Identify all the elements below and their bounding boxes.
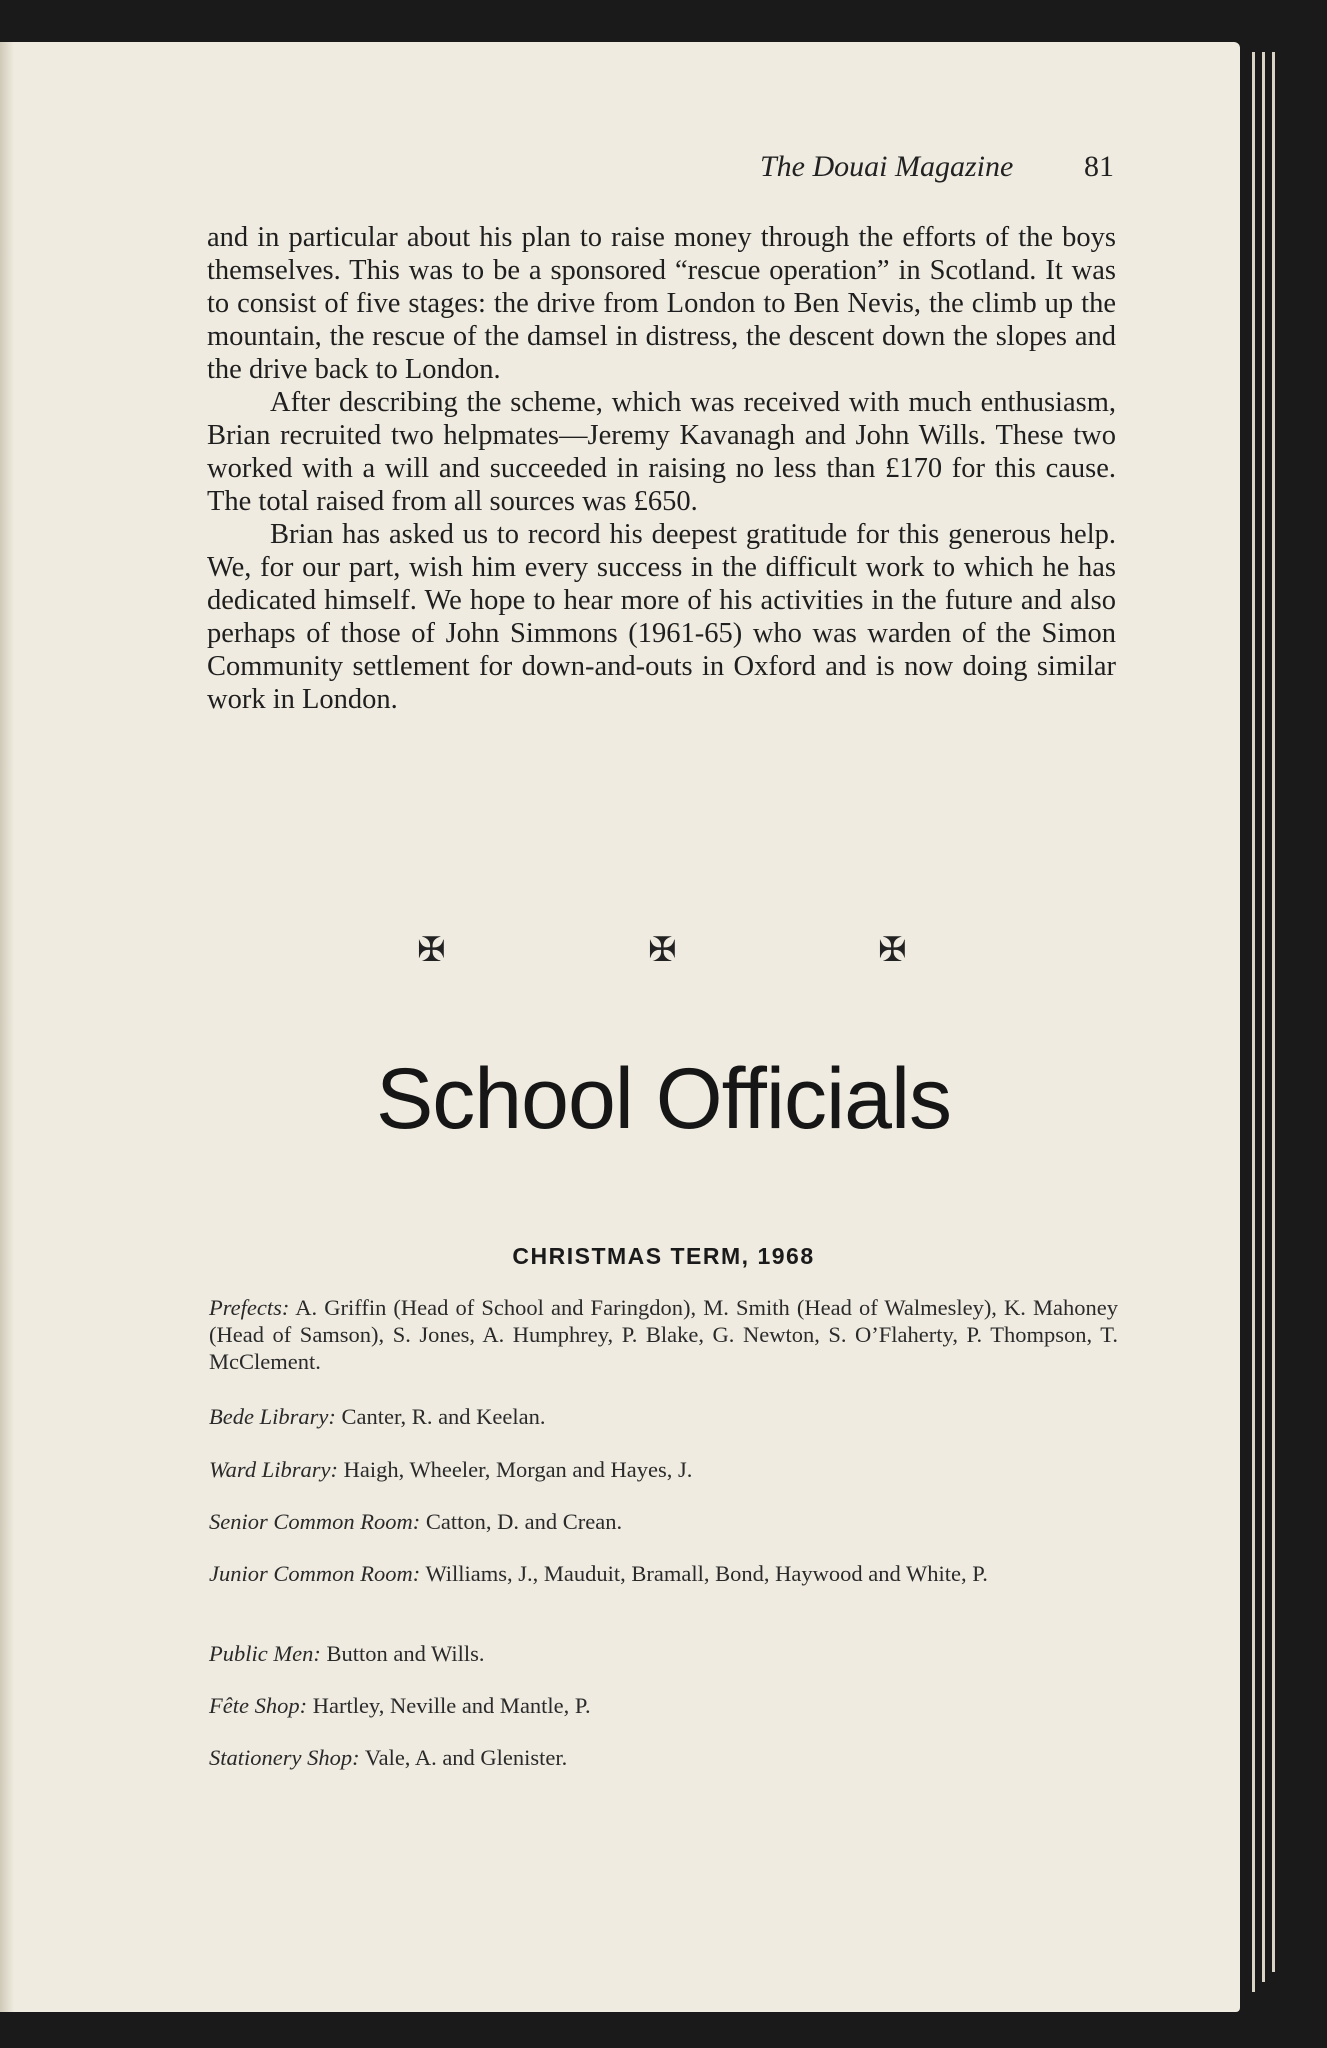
page-edge (1262, 52, 1265, 1982)
official-names: Button and Wills. (326, 1641, 485, 1666)
official-role: Bede Library: (209, 1404, 336, 1429)
official-names: Canter, R. and Keelan. (341, 1404, 546, 1429)
official-entry (209, 1640, 1118, 1667)
official-entry (209, 1744, 1118, 1771)
official-role: Fête Shop: (209, 1693, 308, 1718)
official-names: A. Griffin (Head of School and Faringdon), M. Smith (Head of Walmesley), K. Mahoney (Head of Samson), S. Jones, A. Humphrey, P. Blake, G. Newton, S. O’Flaherty, P. Thompson, T. McClement. (209, 1295, 1119, 1374)
page-edge (1272, 52, 1275, 1972)
official-entry (209, 1456, 1118, 1483)
page-edge (1252, 52, 1255, 1992)
official-names: Williams, J., Mauduit, Bramall, Bond, Haywood and White, P. (425, 1561, 988, 1586)
official-role: Ward Library: (209, 1457, 338, 1482)
term-heading: CHRISTMAS TERM, 1968 (512, 1243, 815, 1269)
official-role: Public Men: (209, 1641, 321, 1666)
official-entry (209, 1508, 1118, 1535)
official-role: Senior Common Room: (209, 1509, 421, 1534)
page-gutter (0, 42, 14, 2012)
paragraph: and in particular about his plan to raise money through the efforts of the boys themselves. This was to be a sponsored “rescue operation” in Scotland. It was to consist of five stages: the drive from London to Ben Nevis, the climb up the mountain, the rescue of the damsel in distress, the descent down the slopes and the drive back to London. (207, 222, 1116, 385)
official-names: Haigh, Wheeler, Morgan and Hayes, J. (343, 1457, 693, 1482)
official-entry (209, 1294, 1118, 1375)
page-number: 81 (1084, 150, 1114, 183)
cross-ornament-icon: ✠ (878, 930, 907, 970)
official-entry (209, 1403, 1118, 1430)
cross-ornament-icon: ✠ (417, 930, 446, 970)
official-names: Catton, D. and Crean. (425, 1509, 623, 1534)
paragraph: After describing the scheme, which was received with much enthusiasm, Brian recruited two helpmates—Jeremy Kavanagh and John Wills. These two worked with a will and succeeded in raising no less than £170 for this cause. The total raised from all sources was £650. (207, 387, 1116, 517)
official-entry (209, 1560, 1118, 1587)
ornament-row (0, 930, 1240, 970)
official-names: Hartley, Neville and Mantle, P. (312, 1693, 591, 1718)
paragraph: Brian has asked us to record his deepest gratitude for this generous help. We, for our part, wish him every success in the difficult work to which he has dedicated himself. We hope to hear more of his activities in the future and also perhaps of those of John Simmons (1961-65) who was warden of the Simon Community settlement for down-and-outs in Oxford and is now doing similar work in London. (207, 519, 1116, 715)
official-role: Stationery Shop: (209, 1745, 360, 1770)
article-body (207, 221, 1116, 716)
running-header (760, 150, 1120, 186)
official-role: Junior Common Room: (209, 1561, 421, 1586)
magazine-title: The Douai Magazine (760, 150, 1014, 183)
official-role: Prefects: (209, 1295, 290, 1320)
section-title: School Officials (375, 1051, 952, 1147)
official-entry (209, 1692, 1118, 1719)
official-names: Vale, A. and Glenister. (364, 1745, 568, 1770)
cross-ornament-icon: ✠ (648, 930, 677, 970)
